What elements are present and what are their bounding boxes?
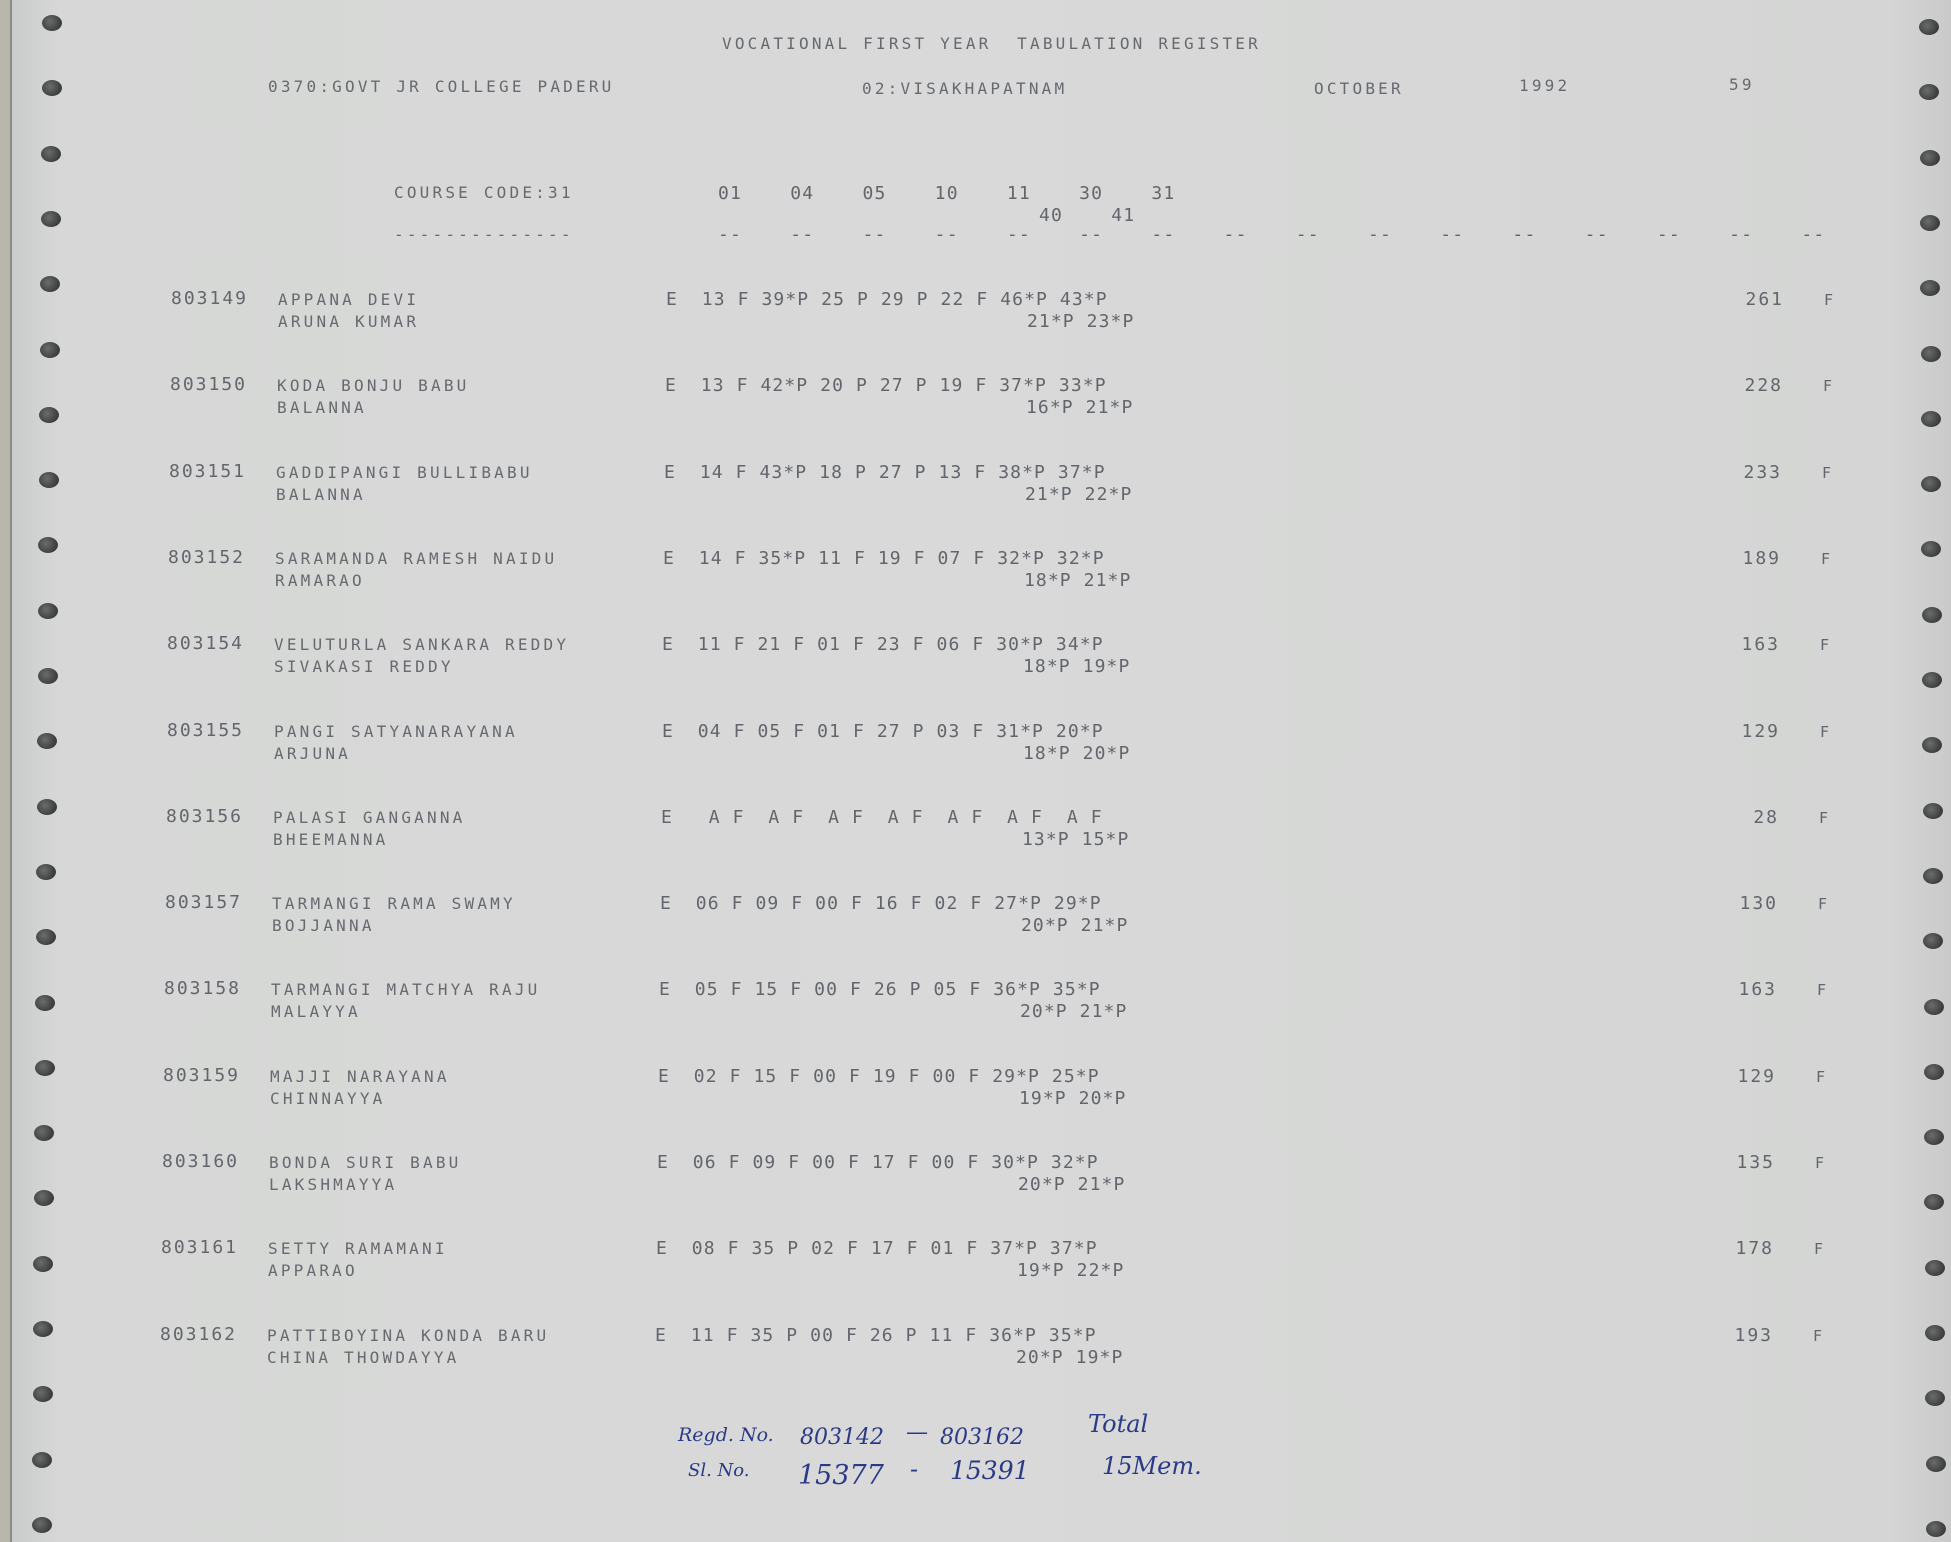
student-result: F — [1822, 464, 1834, 482]
feed-hole — [1920, 150, 1940, 166]
page-number: 59 — [1729, 75, 1755, 94]
student-name: APPANA DEVI — [278, 290, 420, 309]
student-reg-number: 803158 — [164, 978, 242, 999]
student-name: TARMANGI MATCHYA RAJU — [271, 980, 541, 999]
student-marks-second-line: 19*P 20*P — [1019, 1088, 1127, 1109]
student-reg-number: 803162 — [160, 1324, 238, 1345]
feed-hole — [1924, 1194, 1944, 1210]
feed-hole — [1920, 280, 1940, 296]
feed-hole — [36, 929, 56, 945]
feed-hole — [35, 1060, 55, 1076]
course-code-underline: -------------- — [394, 225, 574, 244]
feed-hole — [1921, 541, 1941, 557]
feed-hole — [1921, 476, 1941, 492]
handwritten-regd-from: 803142 — [800, 1425, 884, 1450]
handwritten-regd-to: 803162 — [940, 1425, 1024, 1450]
student-reg-number: 803151 — [169, 461, 247, 482]
feed-hole — [1925, 1260, 1945, 1276]
feed-hole — [40, 342, 60, 358]
feed-hole — [1921, 411, 1941, 427]
student-name: KODA BONJU BABU — [277, 376, 470, 395]
feed-hole — [37, 799, 57, 815]
student-parent-name: LAKSHMAYYA — [269, 1175, 398, 1194]
feed-hole — [1925, 1325, 1945, 1341]
handwritten-total-label: Total — [1088, 1410, 1149, 1438]
student-marks-second-line: 21*P 23*P — [1027, 311, 1135, 332]
student-parent-name: BALANNA — [277, 398, 367, 417]
student-parent-name: ARJUNA — [274, 744, 351, 763]
handwritten-sl-label: Sl. No. — [688, 1460, 750, 1481]
student-parent-name: CHINNAYYA — [270, 1089, 386, 1108]
student-parent-name: ARUNA KUMAR — [278, 312, 420, 331]
handwritten-regd-sep: — — [906, 1420, 928, 1445]
student-total-marks: 130 — [1739, 893, 1778, 914]
student-parent-name: MALAYYA — [271, 1002, 361, 1021]
student-marks-second-line: 13*P 15*P — [1022, 829, 1130, 850]
exam-month: OCTOBER — [1314, 79, 1404, 98]
student-marks-second-line: 20*P 21*P — [1020, 1001, 1128, 1022]
feed-hole — [40, 276, 60, 292]
subject-codes-row2: 40 41 — [1039, 205, 1136, 226]
feed-hole — [1922, 607, 1942, 623]
student-result: F — [1817, 981, 1829, 999]
feed-hole — [33, 1321, 53, 1337]
feed-hole — [38, 537, 58, 553]
student-marks: E 14 F 43*P 18 P 27 P 13 F 38*P 37*P — [664, 462, 1106, 483]
student-name: PATTIBOYINA KONDA BARU — [267, 1326, 550, 1345]
feed-hole — [33, 1386, 53, 1402]
student-marks: E 05 F 15 F 00 F 26 P 05 F 36*P 35*P — [659, 979, 1101, 1000]
student-parent-name: BHEEMANNA — [273, 830, 389, 849]
student-marks-second-line: 19*P 22*P — [1017, 1260, 1125, 1281]
feed-hole — [38, 668, 58, 684]
course-code-label: COURSE CODE:31 — [394, 183, 574, 202]
feed-hole — [35, 995, 55, 1011]
student-name: PALASI GANGANNA — [273, 808, 466, 827]
subject-codes-row1: 01 04 05 10 11 30 31 — [718, 183, 1176, 204]
student-marks: E 08 F 35 P 02 F 17 F 01 F 37*P 37*P — [656, 1238, 1098, 1259]
feed-hole — [36, 864, 56, 880]
feed-hole — [1922, 672, 1942, 688]
student-name: BONDA SURI BABU — [269, 1153, 462, 1172]
feed-hole — [1922, 737, 1942, 753]
student-name: GADDIPANGI BULLIBABU — [276, 463, 533, 482]
feed-hole — [1923, 803, 1943, 819]
student-parent-name: RAMARAO — [275, 571, 365, 590]
subject-codes-dashes: -- -- -- -- -- -- -- -- -- -- -- -- -- -- -- -- — [718, 224, 1826, 245]
student-result: F — [1820, 723, 1832, 741]
student-reg-number: 803161 — [161, 1237, 239, 1258]
student-marks: E 06 F 09 F 00 F 17 F 00 F 30*P 32*P — [657, 1152, 1099, 1173]
student-total-marks: 233 — [1743, 462, 1782, 483]
student-marks: E 11 F 35 P 00 F 26 P 11 F 36*P 35*P — [655, 1325, 1097, 1346]
district-name: 02:VISAKHAPATNAM — [862, 79, 1068, 98]
student-result: F — [1819, 809, 1831, 827]
student-result: F — [1815, 1154, 1827, 1172]
handwritten-total-value: 15Mem. — [1102, 1452, 1202, 1480]
student-reg-number: 803159 — [163, 1065, 241, 1086]
student-marks: E 02 F 15 F 00 F 19 F 00 F 29*P 25*P — [658, 1066, 1100, 1087]
handwritten-sl-to: 15391 — [950, 1456, 1030, 1485]
student-reg-number: 803157 — [165, 892, 243, 913]
student-marks: E 13 F 39*P 25 P 29 P 22 F 46*P 43*P — [666, 289, 1108, 310]
student-total-marks: 193 — [1734, 1325, 1773, 1346]
student-marks-second-line: 20*P 21*P — [1018, 1174, 1126, 1195]
student-reg-number: 803155 — [167, 720, 245, 741]
student-total-marks: 163 — [1738, 979, 1777, 1000]
feed-hole — [42, 15, 62, 31]
student-total-marks: 135 — [1736, 1152, 1775, 1173]
feed-hole — [42, 80, 62, 96]
student-parent-name: SIVAKASI REDDY — [274, 657, 454, 676]
student-total-marks: 28 — [1753, 807, 1779, 828]
feed-hole — [1924, 999, 1944, 1015]
student-marks-second-line: 18*P 20*P — [1023, 743, 1131, 764]
student-result: F — [1823, 377, 1835, 395]
student-marks: E A F A F A F A F A F A F A F — [661, 807, 1103, 828]
student-marks-second-line: 16*P 21*P — [1026, 397, 1134, 418]
student-parent-name: BOJJANNA — [272, 916, 375, 935]
student-total-marks: 189 — [1742, 548, 1781, 569]
feed-hole — [1925, 1390, 1945, 1406]
feed-hole — [1926, 1521, 1946, 1537]
register-title: VOCATIONAL FIRST YEAR TABULATION REGISTER — [722, 34, 1261, 53]
student-result: F — [1821, 550, 1833, 568]
handwritten-regd-label: Regd. No. — [678, 1424, 774, 1446]
feed-hole — [34, 1125, 54, 1141]
student-marks: E 14 F 35*P 11 F 19 F 07 F 32*P 32*P — [663, 548, 1105, 569]
feed-hole — [33, 1256, 53, 1272]
student-marks-second-line: 21*P 22*P — [1025, 484, 1133, 505]
feed-hole — [39, 472, 59, 488]
feed-hole — [1919, 19, 1939, 35]
student-marks-second-line: 20*P 21*P — [1021, 915, 1129, 936]
student-marks: E 06 F 09 F 00 F 16 F 02 F 27*P 29*P — [660, 893, 1102, 914]
student-name: TARMANGI RAMA SWAMY — [272, 894, 516, 913]
feed-hole — [41, 146, 61, 162]
feed-hole — [1920, 215, 1940, 231]
student-parent-name: BALANNA — [276, 485, 366, 504]
student-marks-second-line: 18*P 21*P — [1024, 570, 1132, 591]
exam-year: 1992 — [1519, 76, 1571, 95]
paper-binding-line — [10, 0, 12, 1542]
feed-hole — [34, 1190, 54, 1206]
feed-hole — [39, 407, 59, 423]
student-reg-number: 803154 — [167, 633, 245, 654]
feed-hole — [1923, 933, 1943, 949]
student-name: MAJJI NARAYANA — [270, 1067, 450, 1086]
student-name: VELUTURLA SANKARA REDDY — [274, 635, 570, 654]
student-result: F — [1818, 895, 1830, 913]
feed-hole — [1919, 84, 1939, 100]
feed-hole — [41, 211, 61, 227]
feed-hole — [1921, 346, 1941, 362]
student-total-marks: 163 — [1741, 634, 1780, 655]
student-parent-name: APPARAO — [268, 1261, 358, 1280]
student-reg-number: 803156 — [166, 806, 244, 827]
student-name: SETTY RAMAMANI — [268, 1239, 448, 1258]
student-total-marks: 129 — [1737, 1066, 1776, 1087]
student-reg-number: 803152 — [168, 547, 246, 568]
student-marks: E 13 F 42*P 20 P 27 P 19 F 37*P 33*P — [665, 375, 1107, 396]
handwritten-sl-sep: - — [910, 1455, 919, 1483]
handwritten-sl-from: 15377 — [798, 1460, 884, 1491]
student-marks: E 04 F 05 F 01 F 27 P 03 F 31*P 20*P — [662, 721, 1104, 742]
student-result: F — [1816, 1068, 1828, 1086]
student-name: PANGI SATYANARAYANA — [274, 722, 518, 741]
student-result: F — [1824, 291, 1836, 309]
student-result: F — [1814, 1240, 1826, 1258]
student-total-marks: 261 — [1745, 289, 1784, 310]
student-parent-name: CHINA THOWDAYYA — [267, 1348, 460, 1367]
feed-hole — [38, 603, 58, 619]
student-marks-second-line: 18*P 19*P — [1023, 656, 1131, 677]
student-reg-number: 803150 — [170, 374, 248, 395]
feed-hole — [32, 1517, 52, 1533]
student-marks: E 11 F 21 F 01 F 23 F 06 F 30*P 34*P — [662, 634, 1104, 655]
student-reg-number: 803160 — [162, 1151, 240, 1172]
feed-hole — [1926, 1456, 1946, 1472]
student-result: F — [1813, 1327, 1825, 1345]
feed-hole — [1923, 868, 1943, 884]
student-result: F — [1820, 636, 1832, 654]
student-marks-second-line: 20*P 19*P — [1016, 1347, 1124, 1368]
student-total-marks: 228 — [1744, 375, 1783, 396]
student-total-marks: 129 — [1741, 721, 1780, 742]
feed-hole — [1924, 1064, 1944, 1080]
feed-hole — [1924, 1129, 1944, 1145]
feed-hole — [37, 733, 57, 749]
college-name: 0370:GOVT JR COLLEGE PADERU — [268, 77, 615, 96]
student-reg-number: 803149 — [171, 288, 249, 309]
student-total-marks: 178 — [1735, 1238, 1774, 1259]
student-name: SARAMANDA RAMESH NAIDU — [275, 549, 558, 568]
feed-hole — [32, 1452, 52, 1468]
